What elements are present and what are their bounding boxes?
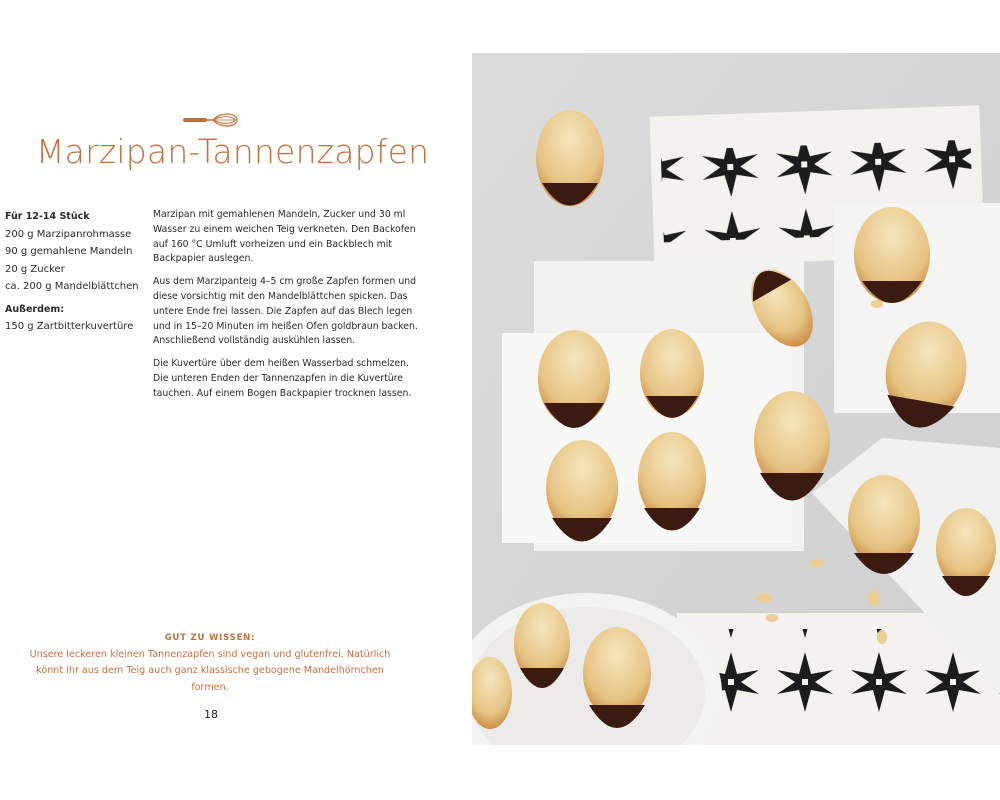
page-number: 18 (204, 708, 218, 721)
recipe-page (0, 0, 470, 800)
instruction-step: Aus dem Marzipanteig 4–5 cm große Zapfen formen und diese vorsichtig mit den Mandelblättchen spicken. Das untere Ende frei lassen. Die Zapfen auf das Blech legen und in 15–20 Minuten im heißen Ofen goldbraun backen. Anschließend vollständig auskühlen lassen. (153, 276, 418, 347)
extra-ingredient-list (5, 318, 145, 336)
instructions-block (153, 208, 421, 410)
whisk-icon (183, 110, 239, 130)
instruction-step: Marzipan mit gemahlenen Mandeln, Zucker und 30 ml Wasser zu einem weichen Teig verkneten. Den Backofen auf 160 °C Umluft vorheizen und ein Backblech mit Backpapier auslegen. (153, 209, 416, 265)
ingredient-item: 20 g Zucker (5, 263, 65, 275)
recipe-title: Marzipan-Tannenzapfen (36, 132, 430, 171)
ingredients-block (5, 208, 145, 336)
tip-heading: GUT ZU WISSEN: (164, 633, 256, 643)
yield-heading: Für 12-14 Stück (5, 211, 90, 222)
ingredient-item: 200 g Marzipanrohmasse (5, 228, 132, 240)
tip-text: Unsere leckeren kleinen Tannenzapfen sind vegan und glutenfrei. Natürlich könnt ihr aus dem Teig auch ganz klassische gebogene Mandelhörnchen formen. (29, 648, 391, 693)
instruction-step: Die Kuvertüre über dem heißen Wasserbad schmelzen. Die unteren Enden der Tannenzapfen in die Kuvertüre tauchen. Auf einem Bogen Backpapier trocknen lassen. (153, 358, 412, 399)
tip-box (20, 630, 400, 696)
ingredient-list (5, 226, 145, 296)
ingredient-item: 90 g gemahlene Mandeln (5, 246, 133, 257)
recipe-photo (472, 53, 1000, 745)
ingredient-item: ca. 200 g Mandelblättchen (5, 281, 139, 292)
extra-heading: Außerdem: (5, 303, 65, 315)
ingredient-item: 150 g Zartbitterkuvertüre (5, 321, 134, 332)
